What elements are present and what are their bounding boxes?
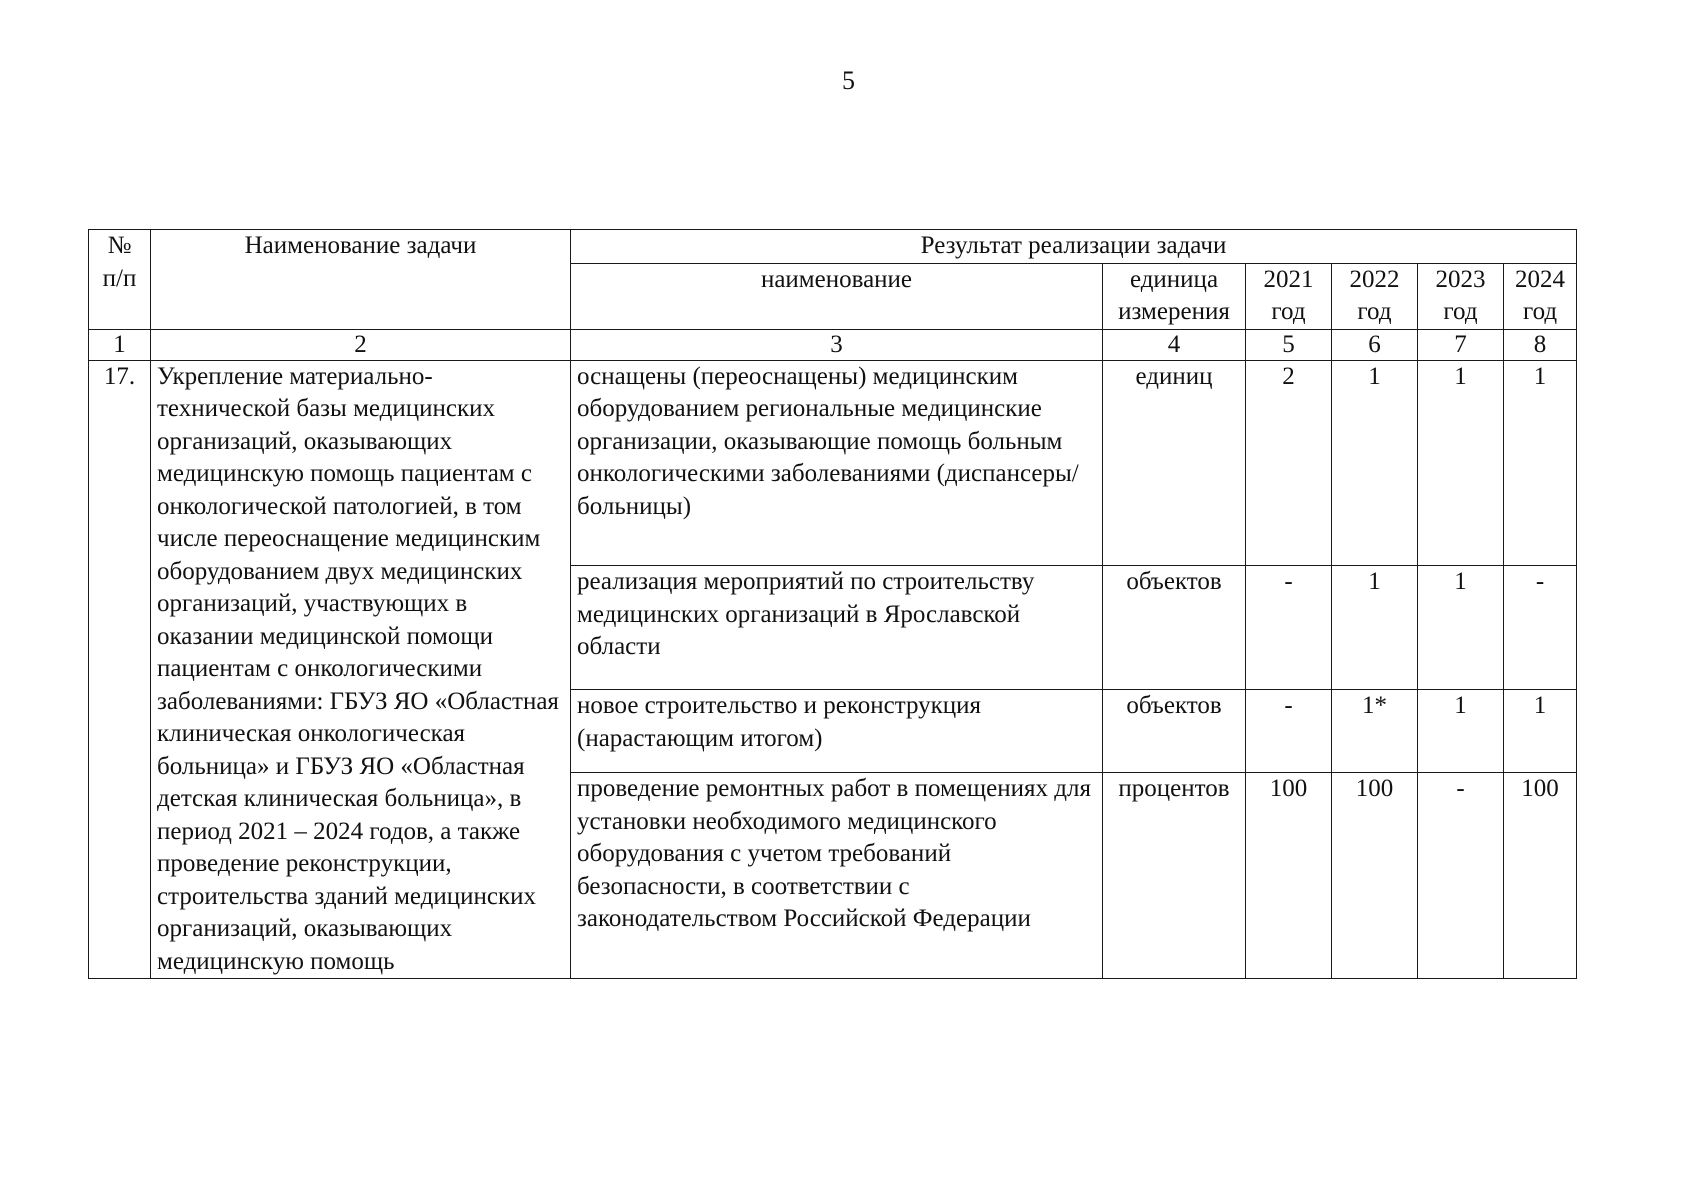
header-task-name: Наименование задачи [151, 230, 571, 330]
header-unit: единица измерения [1103, 263, 1246, 329]
result-value-2022: 1 [1332, 360, 1418, 566]
index-cell: 5 [1246, 329, 1332, 360]
header-year-2024: 2024 год [1504, 263, 1577, 329]
result-value-2022: 100 [1332, 773, 1418, 979]
index-cell: 2 [151, 329, 571, 360]
result-value-2021: 100 [1246, 773, 1332, 979]
task-results-table [88, 229, 1577, 979]
result-value-2021: - [1246, 566, 1332, 690]
result-value-2023: - [1418, 773, 1504, 979]
result-value-2023: 1 [1418, 360, 1504, 566]
header-year-2021: 2021 год [1246, 263, 1332, 329]
result-value-2021: 2 [1246, 360, 1332, 566]
result-value-2024: 1 [1504, 360, 1577, 566]
task-number: 17. [89, 360, 151, 979]
result-name: оснащены (переоснащены) медицинским оборудованием региональные медицинские организации, оказывающие помощь больным онкологическими заболеваниями (диспансеры/больницы) [571, 360, 1103, 566]
index-cell: 6 [1332, 329, 1418, 360]
result-unit: объектов [1103, 566, 1246, 690]
table-row [89, 360, 1577, 566]
index-cell: 1 [89, 329, 151, 360]
result-name: реализация мероприятий по строительству медицинских организаций в Ярославской области [571, 566, 1103, 690]
result-unit: процентов [1103, 773, 1246, 979]
header-num: № п/п [89, 230, 151, 330]
header-year-2023: 2023 год [1418, 263, 1504, 329]
header-row-1 [89, 230, 1577, 264]
result-unit: единиц [1103, 360, 1246, 566]
result-value-2023: 1 [1418, 690, 1504, 773]
page-number: 5 [842, 66, 855, 95]
result-value-2023: 1 [1418, 566, 1504, 690]
result-value-2022: 1* [1332, 690, 1418, 773]
index-cell: 8 [1504, 329, 1577, 360]
index-cell: 3 [571, 329, 1103, 360]
header-year-2022: 2022 год [1332, 263, 1418, 329]
result-unit: объектов [1103, 690, 1246, 773]
header-result: Результат реализации задачи [571, 230, 1577, 264]
result-value-2024: 1 [1504, 690, 1577, 773]
result-name: новое строительство и реконструкция (нарастающим итогом) [571, 690, 1103, 773]
index-cell: 7 [1418, 329, 1504, 360]
header-name: наименование [571, 263, 1103, 329]
task-name: Укрепление материально-технической базы медицинских организаций, оказывающих медицинскую помощь пациентам с онкологической патологией, в том числе переоснащение медицинским оборудованием двух медицинских организаций, участвующих в оказании медицинской помощи пациентам с онкологическими заболеваниями: ГБУЗ ЯО «Областная клиническая онкологическая больница» и ГБУЗ ЯО «Областная детская клиническая больница», в период 2021 – 2024 годов, а также проведение реконструкции, строительства зданий медицинских организаций, оказывающих медицинскую помощь [151, 360, 571, 979]
index-cell: 4 [1103, 329, 1246, 360]
result-name: проведение ремонтных работ в помещениях для установки необходимого медицинского оборудования с учетом требований безопасности, в соответствии с законодательством Российской Федерации [571, 773, 1103, 979]
result-value-2021: - [1246, 690, 1332, 773]
result-value-2022: 1 [1332, 566, 1418, 690]
result-value-2024: 100 [1504, 773, 1577, 979]
result-value-2024: - [1504, 566, 1577, 690]
index-row [89, 329, 1577, 360]
